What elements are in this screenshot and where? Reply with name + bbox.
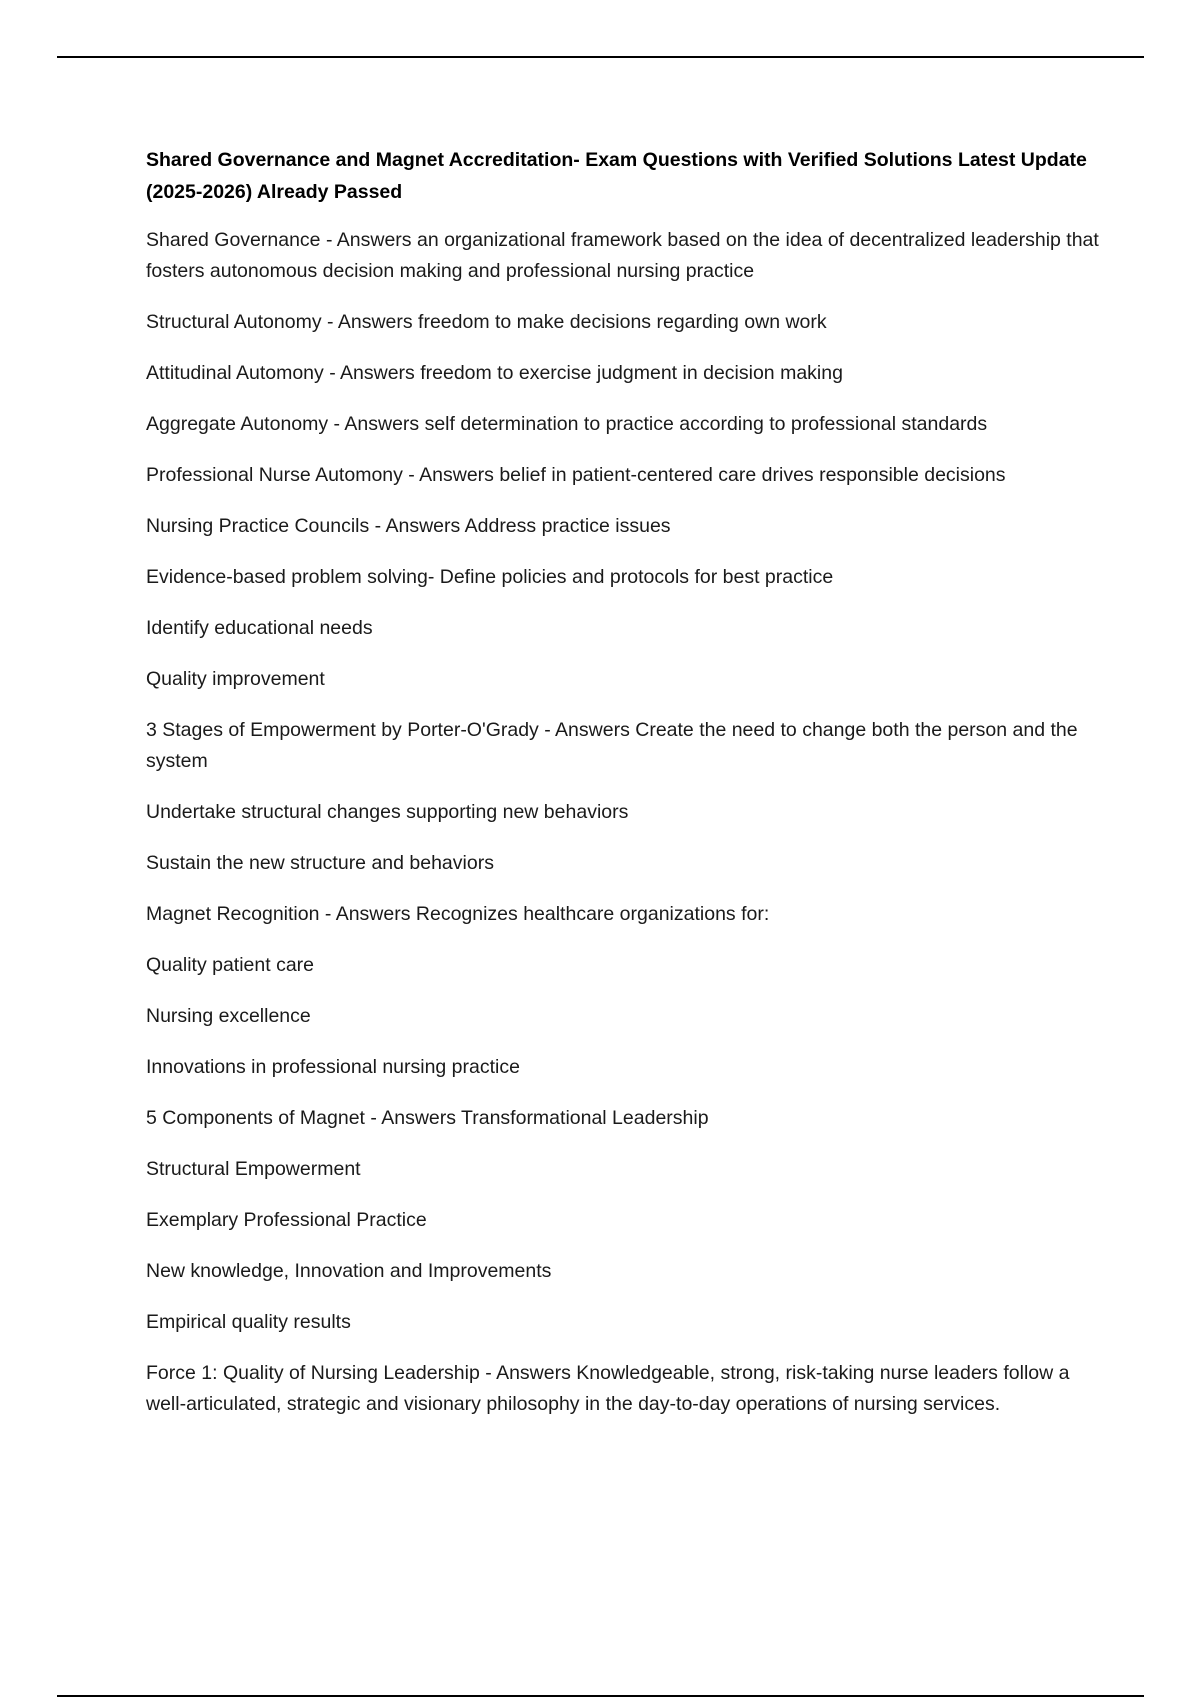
entry: Attitudinal Automony - Answers freedom to exercise judgment in decision making — [146, 362, 843, 384]
entry: Evidence-based problem solving- Define policies and protocols for best practice — [146, 566, 834, 588]
entry: Magnet Recognition - Answers Recognizes healthcare organizations for: — [146, 903, 770, 925]
entry: Nursing Practice Councils - Answers Address practice issues — [146, 515, 671, 537]
entry-list — [146, 225, 1101, 1420]
top-rule — [57, 56, 1144, 58]
entry: Empirical quality results — [146, 1311, 351, 1333]
entry: Identify educational needs — [146, 617, 373, 639]
entry: Structural Empowerment — [146, 1158, 361, 1180]
entry: Undertake structural changes supporting new behaviors — [146, 801, 629, 823]
entry: Quality patient care — [146, 954, 315, 976]
entry: Exemplary Professional Practice — [146, 1209, 427, 1231]
entry: Professional Nurse Automony - Answers belief in patient-centered care drives responsible decisions — [146, 464, 1006, 486]
entry: Shared Governance - Answers an organizational framework based on the idea of decentralized leadership that fosters autonomous decision making and professional nursing practice — [146, 229, 1099, 282]
bottom-rule — [57, 1695, 1144, 1697]
entry: New knowledge, Innovation and Improvements — [146, 1260, 552, 1282]
entry: 3 Stages of Empowerment by Porter-O'Grady - Answers Create the need to change both the person and the system — [146, 719, 1078, 772]
entry: Quality improvement — [146, 668, 325, 690]
document-title: Shared Governance and Magnet Accreditation- Exam Questions with Verified Solutions Latest Update (2025-2026) Already Passed — [146, 149, 1087, 203]
entry: Nursing excellence — [146, 1005, 311, 1027]
entry: 5 Components of Magnet - Answers Transformational Leadership — [146, 1107, 709, 1129]
entry: Innovations in professional nursing practice — [146, 1056, 520, 1078]
document-body — [146, 144, 1101, 1440]
entry: Force 1: Quality of Nursing Leadership - Answers Knowledgeable, strong, risk-taking nurse leaders follow a well-articulated, strategic and visionary philosophy in the day-to-day operations of nursing services. — [146, 1362, 1070, 1415]
entry: Aggregate Autonomy - Answers self determination to practice according to professional standards — [146, 413, 988, 435]
entry: Sustain the new structure and behaviors — [146, 852, 494, 874]
entry: Structural Autonomy - Answers freedom to make decisions regarding own work — [146, 311, 827, 333]
